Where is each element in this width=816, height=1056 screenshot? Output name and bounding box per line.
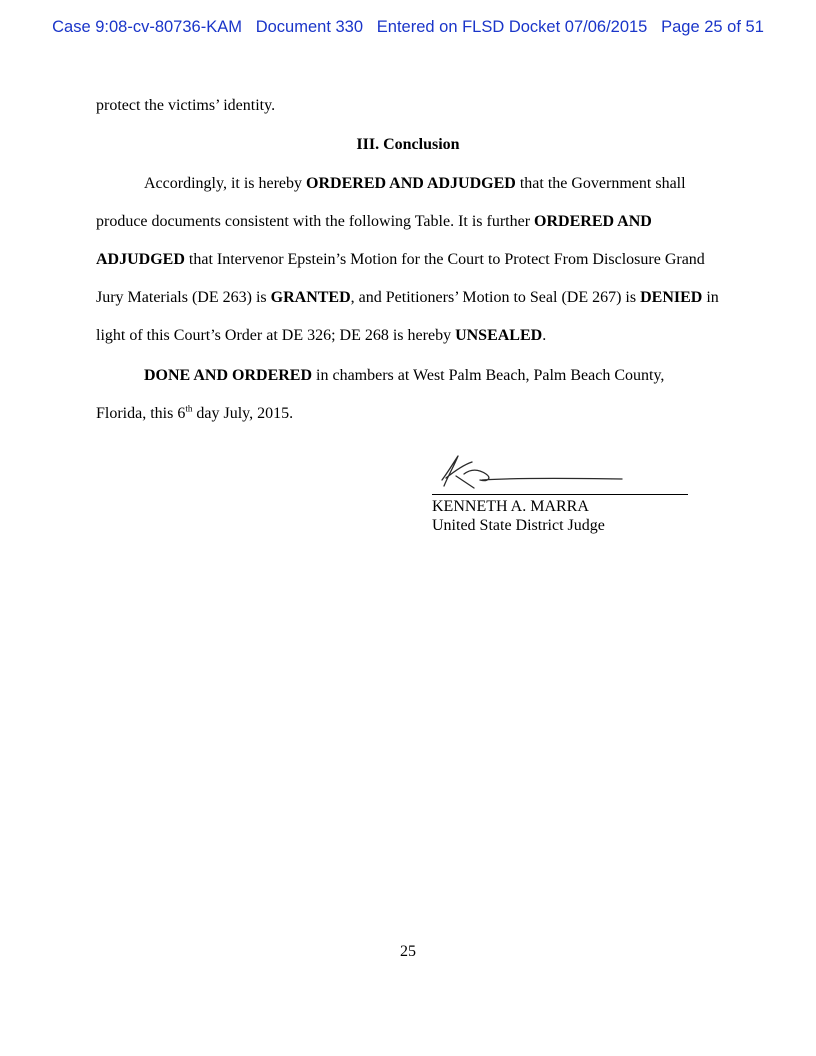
text-run: Florida, this 6 — [96, 405, 186, 422]
text-run: in chambers at West Palm Beach, Palm Beach County, — [312, 367, 665, 384]
handwritten-signature — [432, 452, 632, 492]
text-run: that Intervenor Epstein’s Motion for the Court to Protect From Disclosure Grand — [184, 251, 705, 268]
text-run: day July, 2015. — [192, 405, 294, 422]
bold-term-ordered-adjudged: ORDERED AND ADJUDGED — [306, 175, 516, 192]
text-run: , and Petitioners’ Motion to Seal (DE 267) is — [350, 289, 641, 306]
text-run: . — [542, 327, 547, 344]
bold-term-done-ordered: DONE AND ORDERED — [144, 367, 313, 384]
order-paragraph-line-1 — [144, 174, 686, 194]
done-ordered-line-2 — [96, 404, 293, 424]
ordinal-superscript: th — [185, 403, 193, 414]
page-number: 25 — [400, 943, 416, 960]
bold-term-denied: DENIED — [640, 289, 703, 306]
done-ordered-line-1 — [144, 366, 664, 386]
signer-title: United State District Judge — [432, 517, 605, 534]
order-paragraph-line-5 — [96, 326, 546, 346]
text-run: that the Government shall — [515, 175, 686, 192]
bold-term-granted: GRANTED — [270, 289, 351, 306]
order-paragraph-line-3 — [96, 250, 705, 270]
text-run: in — [702, 289, 719, 306]
docket-header-stamp: Case 9:08-cv-80736-KAM Document 330 Entered on FLSD Docket 07/06/2015 Page 25 of 51 — [52, 18, 764, 36]
text-run: produce documents consistent with the following Table. It is further — [96, 213, 535, 230]
text-run: light of this Court’s Order at DE 326; DE 268 is hereby — [96, 327, 456, 344]
signature-line — [432, 494, 688, 495]
text-run: Accordingly, it is hereby — [144, 175, 307, 192]
continuation-line: protect the victims’ identity. — [96, 97, 276, 114]
bold-term-ordered-and: ORDERED AND — [534, 213, 652, 230]
text-run: Jury Materials (DE 263) is — [96, 289, 271, 306]
section-heading: III. Conclusion — [356, 136, 460, 153]
order-paragraph-line-2 — [96, 212, 652, 232]
bold-term-adjudged: ADJUDGED — [96, 251, 185, 268]
order-paragraph-line-4 — [96, 288, 719, 308]
signer-name: KENNETH A. MARRA — [432, 498, 589, 515]
bold-term-unsealed: UNSEALED — [455, 327, 543, 344]
